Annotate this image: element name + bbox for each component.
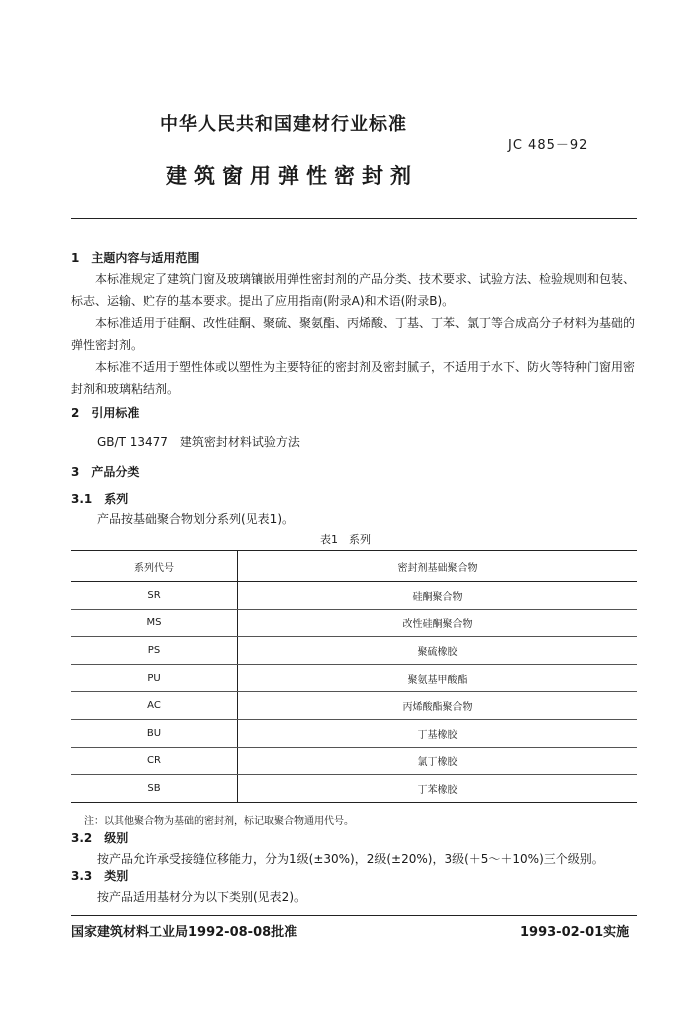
series-code-cell: PU: [71, 664, 238, 692]
base-polymer-cell: 改性硅酮聚合物: [238, 609, 638, 637]
section-1-paragraph-2: 本标准适用于硅酮、改性硅酮、聚硫、聚氨酯、丙烯酸、丁基、丁苯、氯丁等合成高分子材料为基础的弹性密封剂。: [71, 316, 636, 352]
document-title: 建筑窗用弹性密封剂: [166, 164, 418, 188]
series-code-cell: CR: [71, 747, 238, 775]
column-header-base-polymer: 密封剂基础聚合物: [238, 551, 638, 582]
series-code-cell: SR: [71, 582, 238, 610]
section-3-2-heading: 3.2 级别: [71, 831, 129, 845]
section-1-paragraph-3: 本标准不适用于塑性体或以塑性为主要特征的密封剂及密封腻子，不适用于水下、防火等特种门窗用密封剂和玻璃粘结剂。: [71, 360, 636, 396]
section-1-heading: 1 主题内容与适用范围: [71, 251, 200, 265]
base-polymer-cell: 丙烯酸酯聚合物: [238, 692, 638, 720]
table-row: [71, 637, 637, 665]
section-3-2-text: 按产品允许承受接缝位移能力，分为1级(±30%)，2级(±20%)，3级(＋5～＋10%)三个级别。: [97, 852, 604, 866]
series-code-cell: SB: [71, 775, 238, 803]
base-polymer-cell: 氯丁橡胶: [238, 747, 638, 775]
table-row: [71, 775, 637, 803]
base-polymer-cell: 丁基橡胶: [238, 719, 638, 747]
section-3-heading: 3 产品分类: [71, 465, 140, 479]
section-1-body: [71, 268, 637, 400]
table-row: [71, 609, 637, 637]
series-code-cell: MS: [71, 609, 238, 637]
reference-standard: GB/T 13477 建筑密封材料试验方法: [97, 435, 300, 449]
section-3-1-heading: 3.1 系列: [71, 492, 129, 506]
section-3-1-text: 产品按基础聚合物划分系列(见表1)。: [97, 512, 294, 526]
series-code-cell: BU: [71, 719, 238, 747]
standard-code: JC 485－92: [508, 138, 589, 153]
implementation-date: 1993-02-01实施: [520, 925, 630, 940]
header-divider: [71, 218, 637, 219]
table-row: [71, 664, 637, 692]
base-polymer-cell: 聚氨基甲酸酯: [238, 664, 638, 692]
series-table: [71, 550, 637, 803]
column-header-series-code: 系列代号: [71, 551, 238, 582]
approval-line: 国家建筑材料工业局1992-08-08批准: [71, 925, 298, 940]
section-2-heading: 2 引用标准: [71, 406, 140, 420]
table-1-caption: 表1 系列: [320, 533, 371, 546]
table-row: [71, 719, 637, 747]
series-code-cell: AC: [71, 692, 238, 720]
footer-divider: [71, 915, 637, 916]
table-row: [71, 747, 637, 775]
section-1-paragraph-1: 本标准规定了建筑门窗及玻璃镶嵌用弹性密封剂的产品分类、技术要求、试验方法、检验规则和包装、标志、运输、贮存的基本要求。提出了应用指南(附录A)和术语(附录B)。: [71, 272, 636, 308]
base-polymer-cell: 丁苯橡胶: [238, 775, 638, 803]
section-3-3-heading: 3.3 类别: [71, 869, 129, 883]
series-code-cell: PS: [71, 637, 238, 665]
base-polymer-cell: 聚硫橡胶: [238, 637, 638, 665]
table-row: [71, 582, 637, 610]
table-note: 注：以其他聚合物为基础的密封剂，标记取聚合物通用代号。: [84, 816, 354, 827]
section-3-3-text: 按产品适用基材分为以下类别(见表2)。: [97, 890, 306, 904]
standard-category-title: 中华人民共和国建材行业标准: [160, 114, 407, 135]
table-header-row: [71, 551, 637, 582]
base-polymer-cell: 硅酮聚合物: [238, 582, 638, 610]
table-row: [71, 692, 637, 720]
